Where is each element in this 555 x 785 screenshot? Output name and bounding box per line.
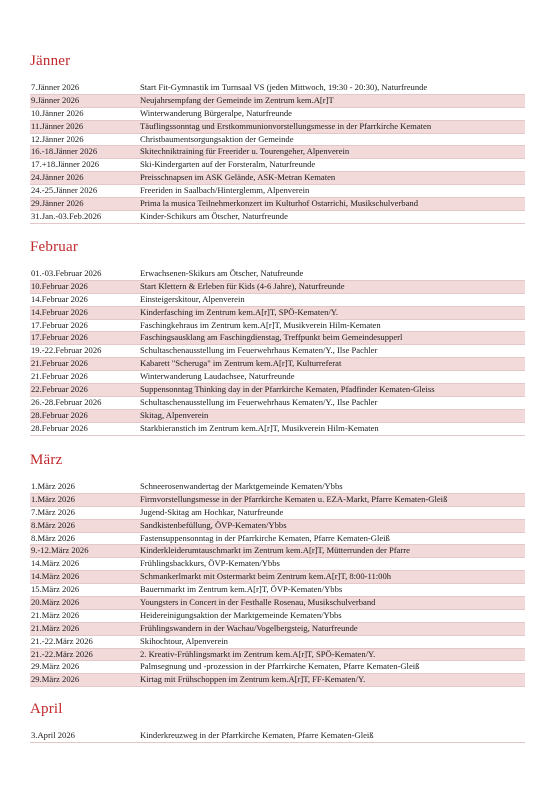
event-row [30,121,525,134]
event-row [30,423,525,436]
event-row [30,95,525,108]
event-description: Einsteigerskitour, Alpenverein [140,293,245,304]
event-description: Winterwanderung Laudachsee, Naturfreunde [140,371,295,382]
event-row [30,649,525,662]
event-description: Faschingkehraus im Zentrum kem.A[r]T, Musikverein Hilm-Kematen [140,319,381,330]
event-row [30,172,525,185]
event-description: Bauernmarkt im Zentrum kem.A[r]T, ÖVP-Kematen/Ybbs [140,584,343,595]
event-description: Schultaschenausstellung im Feuerwehrhaus Kematen/Y., Ilse Pachler [140,396,378,407]
event-date: 7.Jänner 2026 [31,82,80,92]
event-date: 17.Februar 2026 [31,332,88,343]
event-date: 17.Februar 2026 [31,319,88,330]
event-description: Neujahrsempfang der Gemeinde im Zentrum kem.A[r]T [140,94,334,105]
event-row [30,371,525,384]
event-row [30,281,525,294]
event-date: 24.-25.Jänner 2026 [31,185,98,196]
event-description: Schneerosenwandertag der Marktgemeinde Kematen/Ybbs [140,481,343,491]
event-row [30,507,525,520]
event-row [30,294,525,307]
event-description: Kinderfasching im Zentrum kem.A[r]T, SPÖ-Kematen/Y. [140,306,339,317]
event-row [30,307,525,320]
event-date: 8.März 2026 [31,519,75,530]
event-row [30,159,525,172]
event-row [30,730,525,743]
event-row [30,384,525,397]
event-description: Skitechniktraining für Freerider u. Tourengeher, Alpenverein [140,146,350,157]
event-row [30,146,525,159]
event-description: Winterwanderung Bürgeralpe, Naturfreunde [140,107,292,118]
event-description: 2. Kreativ-Frühlingsmarkt im Zentrum kem.A[r]T, SPÖ-Kematen/Y. [140,648,376,659]
month-title: Februar [30,239,79,255]
event-date: 26.-28.Februar 2026 [31,396,102,407]
event-row [30,674,525,687]
month-title: Jänner [30,53,71,69]
event-row [30,397,525,410]
event-date: 15.März 2026 [31,584,80,595]
event-row [30,584,525,597]
event-date: 29.März 2026 [31,674,80,685]
event-row [30,610,525,623]
event-date: 20.März 2026 [31,597,80,608]
event-date: 19.-22.Februar 2026 [31,345,102,356]
event-row [30,597,525,610]
event-date: 21.März 2026 [31,609,80,620]
event-list [30,82,525,224]
month-section-maerz [30,451,525,687]
event-description: Ski-Kindergarten auf der Forsteralm, Naturfreunde [140,159,316,170]
event-date: 12.Jänner 2026 [31,133,84,144]
event-date: 9.-12.März 2026 [31,545,89,556]
event-description: Skitag, Alpenverein [140,409,209,420]
event-description: Kirtag mit Frühschoppen im Zentrum kem.A[r]T, FF-Kematen/Y. [140,674,366,685]
event-date: 24.Jänner 2026 [31,172,84,183]
event-row [30,82,525,95]
event-row [30,558,525,571]
event-description: Kinderkleiderumtauschmarkt im Zentrum kem.A[r]T, Mütterrunden der Pfarre [140,545,410,556]
event-description: Sandkistenbefüllung, ÖVP-Kematen/Ybbs [140,519,287,530]
event-description: Prima la musica Teilnehmerkonzert im Kulturhof Ostarrichi, Musikschulverband [140,198,418,209]
event-description: Preisschnapsen im ASK Gelände, ASK-Metran Kematen [140,172,336,183]
event-description: Erwachsenen-Skikurs am Ötscher, Natufreunde [140,268,304,278]
event-description: Schmankerlmarkt mit Ostermarkt beim Zentrum kem.A[r]T, 8:00-11:00h [140,571,392,582]
event-description: Starkbieranstich im Zentrum kem.A[r]T, Musikverein Hilm-Kematen [140,422,379,433]
event-description: Christbaumentsorgungsaktion der Gemeinde [140,133,294,144]
event-date: 10.Jänner 2026 [31,107,84,118]
event-date: 1.März 2026 [31,493,75,504]
event-date: 28.Februar 2026 [31,409,88,420]
event-row [30,268,525,281]
event-description: Heidereinigungsaktion der Marktgemeinde Kematen/Ybbs [140,609,342,620]
event-row [30,198,525,211]
month-title: März [30,452,63,468]
event-row [30,185,525,198]
event-date: 21.-22.März 2026 [31,648,93,659]
event-description: Start Fit-Gymnastik im Turnsaal VS (jeden Mittwoch, 19:30 - 20:30), Naturfreunde [140,82,428,92]
event-row [30,481,525,494]
event-list [30,481,525,687]
event-date: 3.April 2026 [31,730,75,740]
event-date: 21.-22.März 2026 [31,635,93,646]
event-row [30,345,525,358]
event-row [30,358,525,371]
event-list [30,268,525,436]
event-date: 14.Februar 2026 [31,293,88,304]
event-date: 31.Jan.-03.Feb.2026 [31,210,102,221]
event-description: Palmsegnung und -prozession in der Pfarrkirche Kematen, Pfarre Kematen-Gleiß [140,661,420,672]
event-row [30,108,525,121]
event-row [30,661,525,674]
event-description: Faschingsausklang am Faschingdienstag, Treffpunkt beim Gemeindesupperl [140,332,403,343]
event-date: 22.Februar 2026 [31,384,88,395]
event-row [30,636,525,649]
event-date: 21.Februar 2026 [31,358,88,369]
event-row [30,520,525,533]
event-description: Jugend-Skitag am Hochkar, Naturfreunde [140,506,284,517]
event-row [30,332,525,345]
event-description: Freeriden in Saalbach/Hinterglemm, Alpenverein [140,185,310,196]
month-title: April [30,701,63,717]
event-row [30,545,525,558]
event-date: 10.Februar 2026 [31,280,88,291]
month-section-april [30,700,525,743]
event-date: 21.März 2026 [31,622,80,633]
event-row [30,571,525,584]
event-row [30,494,525,507]
event-date: 14.März 2026 [31,571,80,582]
event-date: 16.-18.Jänner 2026 [31,146,98,157]
event-description: Fastensuppensonntag in der Pfarrkirche Kematen, Pfarre Kematen-Gleiß [140,532,390,543]
event-date: 28.Februar 2026 [31,422,88,433]
event-date: 21.Februar 2026 [31,371,88,382]
month-section-jaenner [30,52,525,224]
event-description: Kabarett "Scheruga" im Zentrum kem.A[r]T, Kulturreferat [140,358,342,369]
event-description: Schultaschenausstellung im Feuerwehrhaus Kematen/Y., Ilse Pachler [140,345,378,356]
event-row [30,533,525,546]
event-date: 14.Februar 2026 [31,306,88,317]
event-date: 01.-03.Februar 2026 [31,268,102,278]
event-description: Täuflingssonntag und Erstkommunionvorstellungsmesse in der Pfarrkirche Kematen [140,120,432,131]
event-description: Firmvorstellungsmesse in der Pfarrkirche Kematen u. EZA-Markt, Pfarre Kematen-Gleiß [140,493,448,504]
event-row [30,134,525,147]
event-row [30,320,525,333]
event-date: 1.März 2026 [31,481,75,491]
event-description: Kinderkreuzweg in der Pfarrkirche Kematen, Pfarre Kematen-Gleiß [140,730,374,740]
month-section-februar [30,238,525,436]
event-row [30,623,525,636]
event-description: Kinder-Schikurs am Ötscher, Naturfreunde [140,210,288,221]
event-description: Start Klettern & Erleben für Kids (4-6 Jahre), Naturfreunde [140,280,345,291]
event-description: Skihochtour, Alpenverein [140,635,228,646]
event-description: Frühlingswandern in der Wachau/Vogelbergsteig, Naturfreunde [140,622,358,633]
event-row [30,211,525,224]
event-date: 9.Jänner 2026 [31,94,80,105]
event-list [30,730,525,743]
event-description: Suppensonntag Thinking day in der Pfarrkirche Kematen, Pfadfinder Kematen-Gleiss [140,384,435,395]
event-description: Youngsters in Concert in der Festhalle Rosenau, Musikschulverband [140,597,376,608]
event-row [30,410,525,423]
event-date: 8.März 2026 [31,532,75,543]
event-date: 11.Jänner 2026 [31,120,84,131]
event-date: 29.März 2026 [31,661,80,672]
event-date: 14.März 2026 [31,558,80,569]
event-date: 7.März 2026 [31,506,75,517]
event-date: 17.+18.Jänner 2026 [31,159,100,170]
event-description: Frühlingsbackkurs, ÖVP-Kematen/Ybbs [140,558,280,569]
event-date: 29.Jänner 2026 [31,198,84,209]
